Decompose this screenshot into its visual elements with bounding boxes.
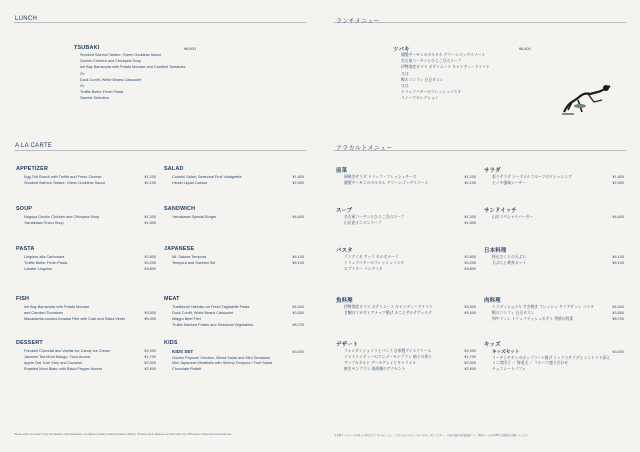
menu-item-price: ¥2,100 (144, 181, 156, 185)
menu-item-name: 天ぷらと刺身セット (492, 261, 527, 265)
section-heading: SALAD (164, 166, 184, 172)
menu-item-name: Fondant Chocolat and Vanilla Ice Candy Ice Cream (24, 349, 111, 353)
menu-item-price: ¥1,300 (464, 215, 476, 219)
section-heading: 肉料理 (484, 298, 501, 304)
menu-item-name: フォンダンショコラとバニラ 自家製アイスクリーム (344, 349, 432, 353)
alacarte-column-right-ja (484, 166, 624, 386)
menu-item-name: 山川スペシャルバーガー (492, 215, 534, 219)
menu-item-price: ¥3,500 (464, 305, 476, 309)
menu-item-name: 和牛フィレ トリュフマッシュポテト 季節の野菜 (492, 317, 574, 321)
menu-item-price: ¥2,000 (144, 349, 156, 353)
alacarte-title-ja: アラカルトメニュー (336, 146, 393, 152)
menu-item-name: Wagyu Beef Filet (172, 317, 201, 321)
menu-item-name: Lobster Linguine (24, 267, 53, 271)
footnote-right: ※食物アレルギーや宗教上の理由等がございましたら、ご注文の前にスタッフまでお申し付けください。 ※表示価格は税抜価格です。別途サービス料15%と消費税を頂戴いたします。 (334, 434, 531, 437)
menu-item-price: ¥1,600 (464, 221, 476, 225)
menu-item-name: Nagoya Gochin Chicken and Chickpea Soup (24, 215, 100, 219)
tsubaki-price: ¥6,600 (184, 47, 196, 51)
menu-item-price: ¥3,800 (144, 267, 156, 271)
section-heading: SANDWICH (164, 206, 196, 212)
menu-item-name: ロブスター リングイネ (344, 267, 383, 271)
menu-item-name: Yamakawa Special Burger (172, 215, 217, 219)
menu-item-name: 伊勢湾産カマス ポテトムース キャンディードトマト (344, 305, 433, 309)
menu-item-name: アップルタルト アールグレイとキャラメル (344, 361, 417, 365)
menu-item-price: ¥2,000 (144, 361, 156, 365)
section-heading: JAPANESE (164, 246, 195, 252)
menu-item-price: ¥1,700 (464, 355, 476, 359)
menu-item-name: Truffle Mashed Potato and Seasonal Vegetables (172, 323, 254, 327)
menu-item-name: トラディショナル すき焼き フレッシュ タリアテッレ パスタ (492, 305, 595, 309)
menu-item-name: Mt. Sakura Tempura (172, 255, 207, 259)
course-line: 又は (401, 71, 409, 76)
course-line: 燻製サーモンのタルタル グリーンゴッデスソース (401, 53, 485, 57)
section-heading: MEAT (164, 296, 180, 302)
course-line: Gochin Chicken and Chickpea Soup (80, 59, 141, 64)
menu-item-price: ¥2,500 (464, 367, 476, 371)
menu-item-name: トリュフバターのフレッシュパスタ (344, 261, 405, 265)
section-heading: PASTA (16, 246, 35, 252)
menu-item-price: ¥2,000 (464, 361, 476, 365)
menu-item-price: ¥3,500 (144, 311, 156, 315)
section-heading: キッズ (484, 342, 501, 348)
menu-item-price: ¥1,300 (144, 215, 156, 219)
section-heading: SOUP (16, 206, 33, 212)
menu-item-name: 彩りサラダ シーズナルフルーツのドレッシング (492, 175, 572, 179)
menu-item-name: Linguine alla Carbonara (24, 255, 65, 259)
menu-item-price: ¥3,800 (464, 267, 476, 271)
menu-item-price: ¥5,400 (464, 311, 476, 315)
menu-item-price: ¥2,000 (464, 349, 476, 353)
menu-item-price: ¥4,600 (612, 215, 624, 219)
course-line: Or (80, 84, 85, 88)
alacarte-column-left-ja (336, 166, 476, 386)
kids-set-price: ¥3,000 (292, 350, 304, 354)
kids-set-price: ¥3,000 (612, 350, 624, 354)
course-line: 伊勢湾産カマス ポテトムース キャンディードトマト (401, 65, 490, 70)
kids-set-name: KIDS SET (172, 349, 194, 354)
menu-item-name: Yamakawa Onion Soup (24, 221, 64, 225)
section-heading: 魚料理 (336, 298, 353, 304)
tsubaki-name-ja: ツバキ (393, 47, 410, 53)
kids-set-line: Gochin Popcorn Chicken, Mixed Salad and Mini Tomatoes (172, 356, 270, 360)
alacarte-column-right (164, 166, 304, 386)
course-line: スイーツセレクション (401, 96, 439, 101)
menu-item-name: Tempura and Sashimi Set (172, 261, 216, 265)
menu-item-price: ¥8,700 (292, 323, 304, 327)
kids-set-line: チョコレートパフェ (492, 366, 526, 371)
menu-item-price: ¥3,200 (144, 261, 156, 265)
menu-item-name: Apple Tart, Earl Grey and Caramel (24, 361, 82, 365)
menu-item-name: 山川産オニオンスープ (344, 221, 382, 225)
menu-item-price: ¥1,800 (612, 175, 624, 179)
menu-item-name: and Candied Tomatoes (24, 311, 63, 315)
menu-item-price: ¥6,100 (612, 261, 624, 265)
tsubaki-name: TSUBAKI (74, 45, 100, 51)
course-line: トリュフバターのフレッシュパスタ (401, 90, 462, 95)
lunch-title: LUNCH (15, 16, 38, 22)
menu-item-price: ¥4,000 (612, 305, 624, 309)
menu-item-price: ¥2,800 (464, 255, 476, 259)
menu-item-price: ¥2,500 (612, 181, 624, 185)
course-line: 鴨のコンフィ 白豆カスレ (401, 77, 444, 82)
menu-item-price: ¥8,700 (612, 317, 624, 321)
menu-item-price: ¥4,000 (292, 305, 304, 309)
menu-item-price: ¥1,700 (144, 355, 156, 359)
section-heading: 日本料理 (484, 248, 507, 254)
menu-item-name: ジャスミンティーのマンゴーモンブラン 柚子の香り (344, 355, 433, 359)
menu-item-name: ヒノキ風味シーザー (492, 181, 526, 185)
menu-item-name: Colorful Salad, Seasonal Fruit Vinaigrette (172, 175, 242, 179)
section-heading: KIDS (164, 340, 178, 346)
menu-item-name: Smoked Salmon Tartare, Green Goddess Sauce (24, 181, 106, 185)
kids-set-name: キッズセット (492, 349, 520, 354)
menu-item-name: 焼きモンブラン 黒胡椒のアクセント (344, 367, 406, 371)
menu-item-price: ¥4,100 (292, 255, 304, 259)
kids-set-line: Chocolate Parfait (172, 366, 202, 371)
menu-item-price: ¥1,200 (464, 175, 476, 179)
menu-item-name: 甘鯛のマカダミアナッツ揚げ カニとサルサヴェルデ (344, 311, 432, 315)
section-heading: サンドイッチ (484, 208, 517, 214)
section-heading: デザート (336, 342, 359, 348)
menu-item-name: Roasted Mont Blanc with Black Pepper Accent (24, 367, 103, 371)
course-line: 又は (401, 84, 409, 88)
section-heading: サラダ (484, 168, 501, 174)
section-heading: FISH (16, 296, 30, 302)
course-line: Duck Confit, White Beans Cassoulet (80, 77, 142, 82)
menu-item-name: Ise Bay Barracuda with Potato Mousse (24, 305, 90, 309)
alacarte-title: A LA CARTE (15, 143, 53, 149)
menu-item-name: リングイネ アッラ カルボナーラ (344, 255, 399, 259)
menu-item-price: ¥1,200 (144, 175, 156, 179)
menu-item-name: Traditional Yakiniku on Fresh Tagliatelle Pasta (172, 305, 250, 309)
footnote-left: *Please inform our server of any food allergies, food intolerances, or religious or dietary restrictions before ordering. *All prices are in Japanese yen and subject to a 15% service charge and consumption tax. (14, 433, 233, 436)
course-line: Smoked Salmon Tartare, Green Goddess Sauce (80, 53, 162, 57)
section-heading: APPETIZER (16, 166, 49, 172)
section-heading: スープ (336, 208, 353, 214)
menu-item-name: 桜山さくらの天ぷら (492, 255, 527, 259)
course-line: Sweets Selection (80, 96, 110, 101)
menu-item-name: Macadamia-crusted Amadai Filet with Crab and Salsa Verde (24, 317, 126, 321)
course-line: Or (80, 71, 85, 76)
menu-item-price: ¥2,500 (144, 367, 156, 371)
lunch-title-ja: ランチメニュー (336, 19, 380, 25)
menu-item-price: ¥4,100 (612, 255, 624, 259)
kids-set-line: ミニ肉団子 ／ 海老天 ／ フルーツ盛り合わせ (492, 361, 569, 366)
alacarte-rule-left (14, 150, 306, 151)
menu-item-price: ¥2,100 (464, 181, 476, 185)
menu-item-name: Jasmine Tea Mont Mango, Yuzu Aroma (24, 355, 90, 359)
menu-item-price: ¥3,500 (612, 311, 624, 315)
menu-item-price: ¥2,500 (292, 181, 304, 185)
menu-item-name: Truffle Butter Fresh Pasta (24, 261, 68, 265)
section-heading: DESSERT (16, 340, 43, 346)
menu-item-name: Egg Toft Ranch with Truffle and Fresh Cheese (24, 175, 102, 179)
menu-item-name: Duck Confit, White Beans Cassoulet (172, 311, 234, 315)
menu-item-price: ¥2,800 (144, 255, 156, 259)
menu-item-price: ¥3,500 (292, 311, 304, 315)
menu-item-price: ¥6,100 (292, 261, 304, 265)
menu-item-price: ¥5,400 (144, 317, 156, 321)
menu-item-price: ¥1,800 (292, 175, 304, 179)
figure-illustration (558, 82, 616, 116)
menu-item-price: ¥3,200 (464, 261, 476, 265)
menu-item-price: ¥4,600 (292, 215, 304, 219)
tsubaki-price-ja: ¥6,600 (519, 47, 531, 51)
course-line: Ise Bay Barracuda with Potato Mousse and Candied Tomatoes (80, 65, 186, 70)
menu-item-price: ¥1,600 (144, 221, 156, 225)
menu-item-name: Hinoki Liquid Caesar (172, 181, 208, 185)
alacarte-column-left (16, 166, 156, 386)
course-line: Truffle Butter Fresh Pasta (80, 90, 124, 95)
kids-set-line: Mini Japanese Meatballs with Shrimp Tempura / Fruit Salad (172, 361, 272, 366)
menu-item-name: 名古屋コーチンとひよこ豆のスープ (344, 215, 405, 219)
course-line: 名古屋コーチンとひよこ豆のスープ (401, 59, 462, 64)
menu-item-name: 鴨のコンフィ 白豆カスレ (492, 311, 535, 315)
section-heading: パスタ (336, 248, 353, 254)
section-heading: 前菜 (336, 168, 348, 174)
menu-item-name: 燻製サーモンのタルタル グリーンゴッデスソース (344, 181, 428, 185)
menu-item-name: 卵焼きサラダ トリュフ・フレッシュチーズ (344, 175, 417, 179)
kids-set-line: コーチンチキンのポップコーン揚げ ミックスサラダとミニトマト添え (492, 356, 611, 360)
top-rule-left (14, 22, 306, 23)
